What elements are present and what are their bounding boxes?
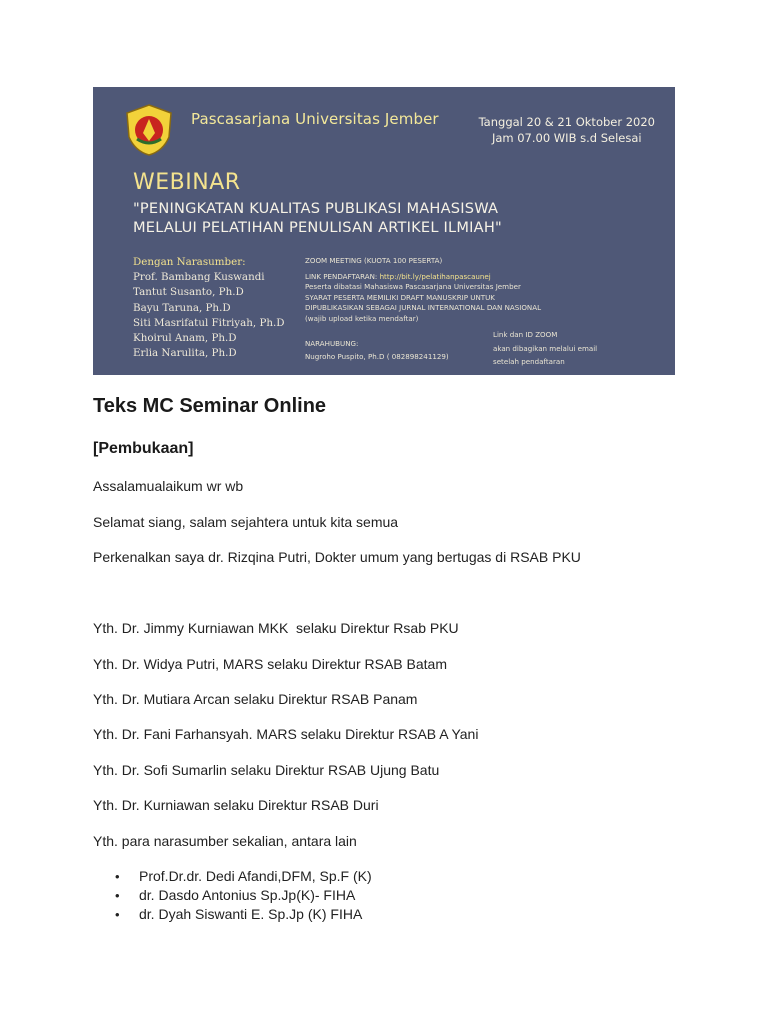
speaker: Bayu Taruna, Ph.D — [133, 301, 231, 314]
document-title: Teks MC Seminar Online — [93, 395, 327, 417]
bullet-icon: • — [115, 869, 120, 884]
bullet-icon: • — [115, 888, 120, 903]
list-item-text: dr. Dasdo Antonius Sp.Jp(K)- FIHA — [139, 887, 356, 903]
register-line — [305, 272, 605, 283]
requirement: SYARAT PESERTA MEMILIKI DRAFT MANUSKRIP UNTUK — [305, 292, 495, 302]
requirement: (wajib upload ketika mendaftar) — [305, 313, 419, 323]
speaker: Erlia Narulita, Ph.D — [133, 347, 237, 360]
section-heading: [Pembukaan] — [93, 440, 194, 457]
webinar-title — [133, 199, 663, 237]
title-line: MELALUI PELATIHAN PENULISAN ARTIKEL ILMIAH" — [133, 219, 502, 236]
paragraph: Yth. Dr. Kurniawan selaku Direktur RSAB Duri — [93, 797, 379, 813]
university-logo — [123, 103, 175, 157]
paragraph: Yth. Dr. Sofi Sumarlin selaku Direktur RSAB Ujung Batu — [93, 762, 440, 778]
list-item-text: Prof.Dr.dr. Dedi Afandi,DFM, Sp.F (K) — [139, 868, 372, 884]
paragraph: Yth. Dr. Mutiara Arcan selaku Direktur RSAB Panam — [93, 691, 418, 707]
register-label: LINK PENDAFTARAN: — [305, 271, 378, 281]
paragraph: Selamat siang, salam sejahtera untuk kita semua — [93, 514, 399, 530]
speaker-bullet-list — [93, 867, 372, 924]
zoom-note — [493, 330, 623, 368]
time-line: Jam 07.00 WIB s.d Selesai — [491, 131, 642, 145]
zoom-note-line: setelah pendaftaran — [493, 357, 565, 367]
bullet-icon: • — [115, 907, 120, 922]
paragraph: Yth. Dr. Widya Putri, MARS selaku Direktur RSAB Batam — [93, 656, 447, 672]
requirement: Peserta dibatasi Mahasiswa Pascasarjana Universitas Jember — [305, 282, 521, 292]
university-name: Pascasarjana Universitas Jember — [191, 110, 439, 128]
paragraph: Yth. Dr. Fani Farhansyah. MARS selaku Direktur RSAB A Yani — [93, 726, 479, 742]
speaker: Siti Masrifatul Fitriyah, Ph.D — [133, 316, 285, 329]
speaker: Tantut Susanto, Ph.D — [133, 286, 244, 299]
register-link[interactable]: http://bit.ly/pelatihanpascaunej — [379, 271, 491, 281]
list-item — [93, 905, 372, 924]
contact: Nugroho Puspito, Ph.D ( 082898241129) — [305, 352, 449, 362]
webinar-banner — [93, 87, 675, 375]
event-date — [479, 114, 655, 146]
paragraph: Yth. Dr. Jimmy Kurniawan MKK selaku Direktur Rsab PKU — [93, 620, 459, 636]
speakers-list — [133, 255, 285, 361]
zoom-note-line: akan dibagikan melalui email — [493, 343, 598, 353]
paragraph: Perkenalkan saya dr. Rizqina Putri, Dokter umum yang bertugas di RSAB PKU — [93, 549, 581, 565]
list-item — [93, 867, 372, 886]
list-item — [93, 886, 372, 905]
contact-label: NARAHUBUNG: — [305, 338, 359, 348]
zoom-meeting: ZOOM MEETING (KUOTA 100 PESERTA) — [305, 256, 443, 265]
zoom-note-line: Link dan ID ZOOM — [493, 330, 558, 339]
speaker: Prof. Bambang Kuswandi — [133, 271, 265, 284]
speaker: Khoirul Anam, Ph.D — [133, 332, 237, 345]
requirement: DIPUBLIKASIKAN SEBAGAI JURNAL INTERNATIONAL DAN NASIONAL — [305, 303, 542, 313]
title-line: "PENINGKATAN KUALITAS PUBLIKASI MAHASISWA — [133, 200, 499, 217]
event-type: WEBINAR — [133, 170, 241, 195]
list-item-text: dr. Dyah Siswanti E. Sp.Jp (K) FIHA — [139, 906, 363, 922]
date-line: Tanggal 20 & 21 Oktober 2020 — [478, 115, 655, 129]
paragraph: Yth. para narasumber sekalian, antara lain — [93, 833, 357, 849]
paragraph: Assalamualaikum wr wb — [93, 478, 244, 494]
speakers-heading: Dengan Narasumber: — [133, 256, 246, 268]
